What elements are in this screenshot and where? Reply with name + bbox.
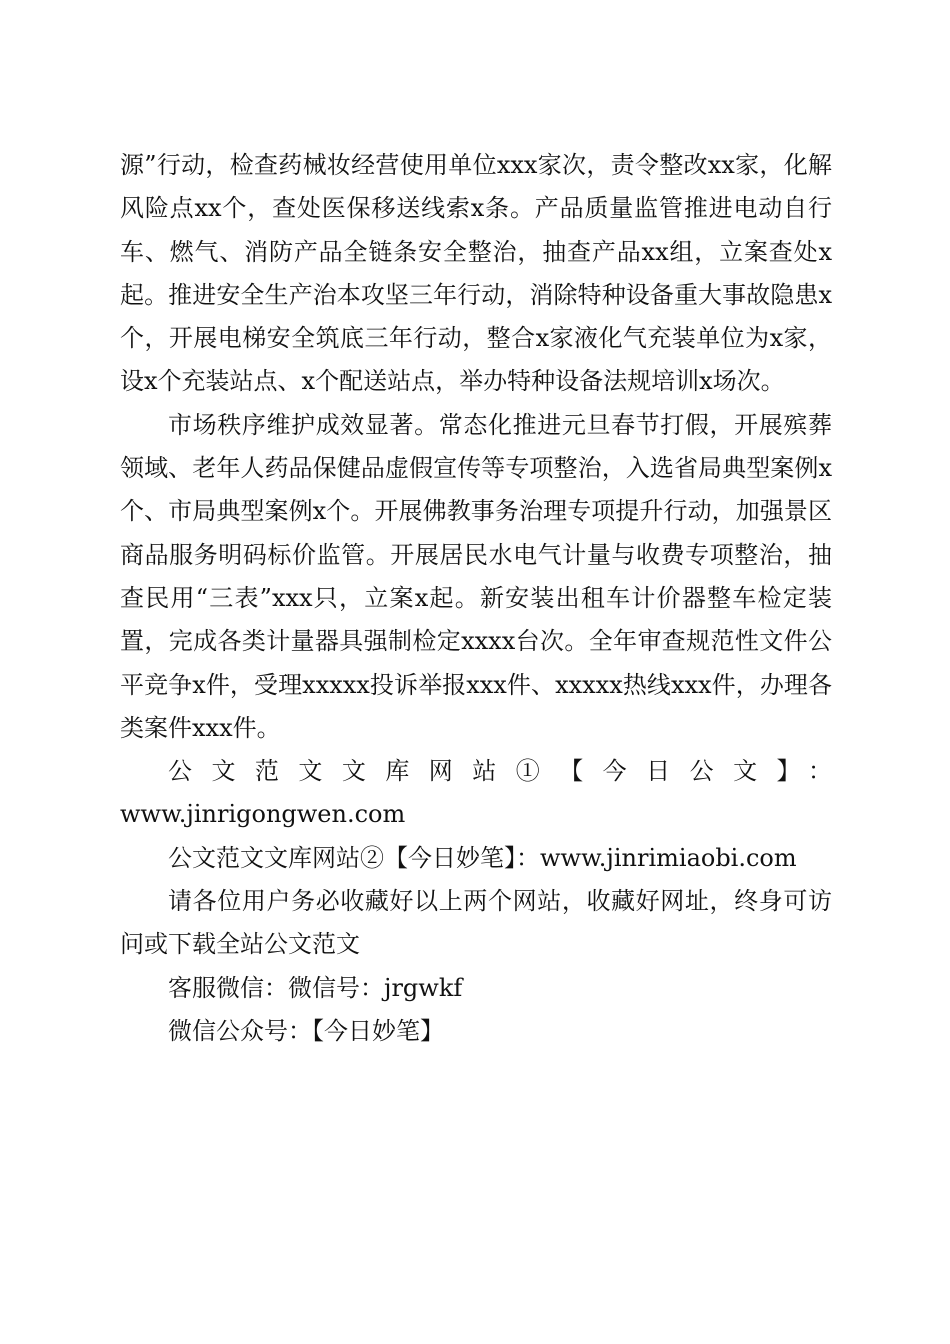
service-wechat: 客服微信：微信号：jrgwkf [168, 973, 463, 1002]
paragraph-market-order: 市场秩序维护成效显著。常态化推进元旦春节打假，开展殡葬领域、老年人药品保健品虚假宣传等专项整治，入选省局典型案例x个、市局典型案例x个。开展佛教事务治理专项提升行动，加强景区商品服务明码标价监管。开展居民水电气计量与收费专项整治，抽查民用“三表”xxx只，立案x起。新安装出租车计价器整车检定装置，完成各类计量器具强制检定xxxx台次。全年审查规范性文件公平竞争x件，受理xxxxx投诉举报xxx件、xxxxx热线xxx件，办理各类案件xxx件。 [120, 410, 832, 742]
paragraph-safety-supervision: 源”行动，检查药械妆经营使用单位xxx家次，责令整改xx家，化解风险点xx个，查处医保移送线索x条。产品质量监管推进电动自行车、燃气、消防产品全链条安全整治，抽查产品xx组，立案查处x起。推进安全生产治本攻坚三年行动，消除特种设备重大事故隐患x个，开展电梯安全筑底三年行动，整合x家液化气充装单位为x家，设x个充装站点、x个配送站点，举办特种设备法规培训x场次。 [120, 151, 832, 396]
document-body [120, 144, 832, 1053]
site1-label: 公文范文文库网站①【今日公文】： [168, 757, 832, 786]
site2-line[interactable]: 公文范文文库网站②【今日妙笔】：www.jinrimiaobi.com [168, 843, 797, 872]
reminder-text: 请各位用户务必收藏好以上两个网站，收藏好网址，终身可访问或下载全站公文范文 [120, 887, 832, 959]
site1-block [120, 750, 832, 793]
official-account: 微信公众号：【今日妙笔】 [168, 1016, 444, 1045]
site1-url[interactable]: www.jinrigongwen.com [120, 800, 406, 829]
